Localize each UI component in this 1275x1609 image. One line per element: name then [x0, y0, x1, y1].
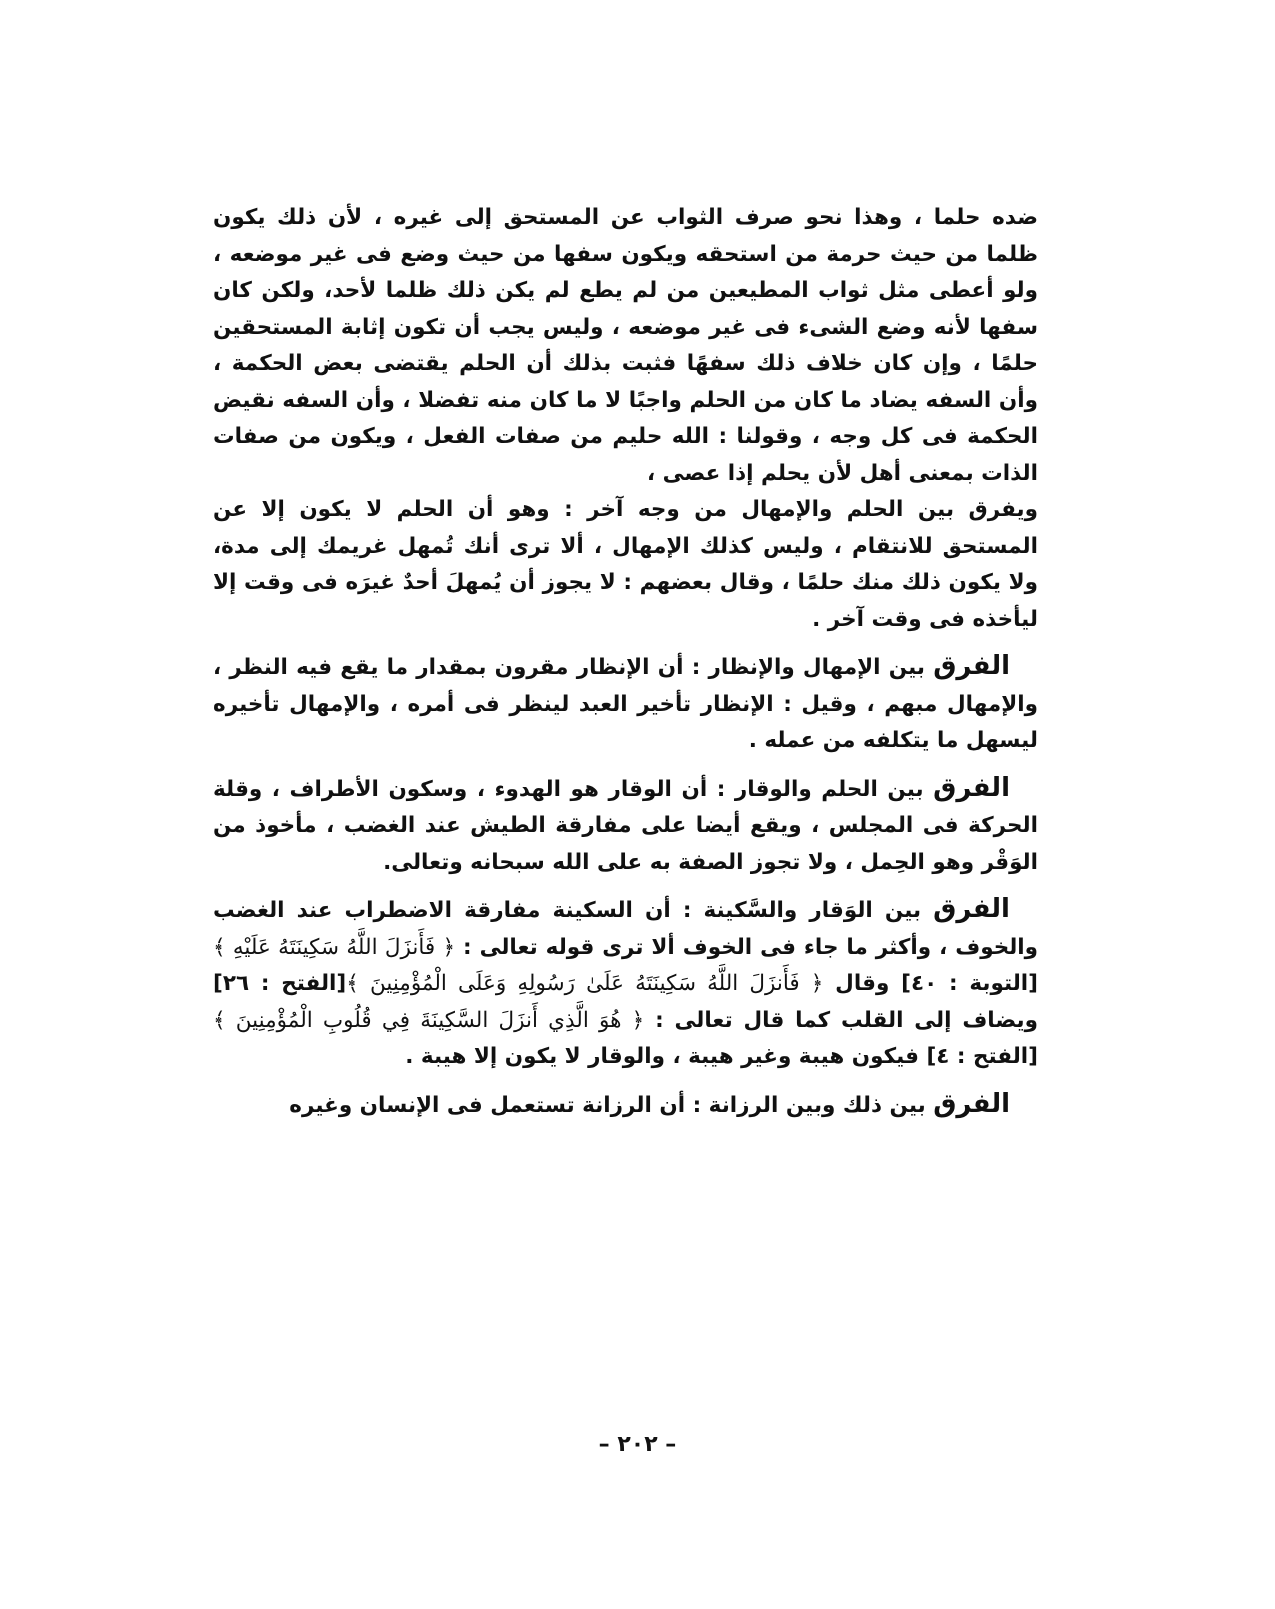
page-number: – ٢٠٢ –	[598, 1432, 677, 1457]
verse-reference: [التوبة : ٤٠] وقال	[835, 971, 1038, 996]
paragraph-hilm-imhal	[213, 492, 1038, 638]
verse-reference: [الفتح : ٤] فيكون هيبة وغير هيبة ، والوقار لا يكون إلا هيبة .	[405, 1044, 1038, 1069]
paragraph-text: أن الإنظار مقرون بمقدار ما يقع فيه النظر ، والإمهال مبهم ، وقيل : الإنظار تأخير العبد لينظر فى أمره ، والإمهال تأخيره ليسهل ما يتكلفه من عمله .	[213, 655, 1038, 753]
section-heading-term: الفرق	[933, 651, 1010, 681]
paragraph-imhal-inzar	[213, 648, 1038, 760]
section-heading: بين الإمهال والإنظار :	[691, 655, 925, 680]
section-heading: بين الحلم والوقار :	[716, 776, 924, 802]
verse-reference: [الفتح : ٢٦] ويضاف إلى القلب كما قال تعالى :	[213, 971, 1038, 1033]
paragraph-text: ضده حلما ، وهذا نحو صرف الثواب عن المستحق إلى غيره ، لأن ذلك يكون ظلما من حيث حرمة من استحقه ويكون سفها من حيث وضع فى غير موضعه ، ولو أعطى مثل ثواب المطيعين من لم يطع لم يكن ذلك ظلما لأحد، ولكن كان سفها لأنه وضع الشىء فى غير موضعه ، وليس يجب أن تكون إثابة المستحقين حلمًا ، وإن كان خلاف ذلك سفهًا فثبت بذلك أن الحلم يقتضى بعض الحكمة ، وأن السفه يضاد ما كان من الحلم واجبًا لا ما كان منه تفضلا ، وأن السفه نقيض الحكمة فى كل وجه ، وقولنا : الله حليم من صفات الفعل ، ويكون من صفات الذات بمعنى أهل لأن يحلم إذا عصى ،	[213, 205, 1038, 486]
section-heading-term: الفرق	[933, 894, 1010, 924]
paragraph-hilm-continuation	[213, 200, 1038, 492]
paragraph-text: أن الوقار هو الهدوء ، وسكون الأطراف ، وقلة الحركة فى المجلس ، ويقع أيضا على مفارقة الطيش عند الغضب ، مأخوذ من الوَقْر وهو الحِمل ، ولا تجوز الصفة به على الله سبحانه وتعالى.	[213, 776, 1038, 875]
section-heading: بين ذلك وبين الرزانة :	[692, 1092, 926, 1118]
paragraph-waqar-sakina	[213, 891, 1038, 1076]
section-heading-term: الفرق	[933, 1088, 1010, 1119]
paragraph-text: وهو أن الحلم لا يكون إلا عن المستحق للانتقام ، وليس كذلك الإمهال ، ألا ترى أنك تُمهل غريمك إلى مدة، ولا يكون ذلك منك حلمًا ، وقال بعضهم : لا يجوز أن يُمهلَ أحدٌ غيرَه فى وقت إلا ليأخذه فى وقت آخر .	[213, 497, 1038, 632]
paragraph-text: أن الرزانة تستعمل فى الإنسان وغيره	[289, 1092, 686, 1118]
paragraph-razana	[213, 1086, 1038, 1125]
paragraph-text: أن السكينة مفارقة الاضطراب عند الغضب والخوف ، وأكثر ما جاء فى الخوف ألا ترى قوله تعالى :	[213, 898, 1038, 960]
paragraph-hilm-waqar	[213, 770, 1038, 882]
quran-verse: ﴿ فَأَنزَلَ اللَّهُ سَكِينَتَهُ عَلَيْهِ ﴾	[213, 934, 456, 960]
section-heading: بين الوَقار والسَّكينة :	[682, 898, 922, 923]
quran-verse: ﴿ فَأَنزَلَ اللَّهُ سَكِينَتَهُ عَلَىٰ رَسُولِهِ وَعَلَى الْمُؤْمِنِينَ ﴾	[346, 971, 824, 996]
section-heading: ويفرق بين الحلم والإمهال من وجه آخر :	[564, 497, 1038, 522]
quran-verse: ﴿ هُوَ الَّذِي أَنزَلَ السَّكِينَةَ فِي قُلُوبِ الْمُؤْمِنِينَ ﴾	[213, 1007, 645, 1033]
body-text	[213, 200, 1038, 1124]
section-heading-term: الفرق	[933, 772, 1010, 803]
